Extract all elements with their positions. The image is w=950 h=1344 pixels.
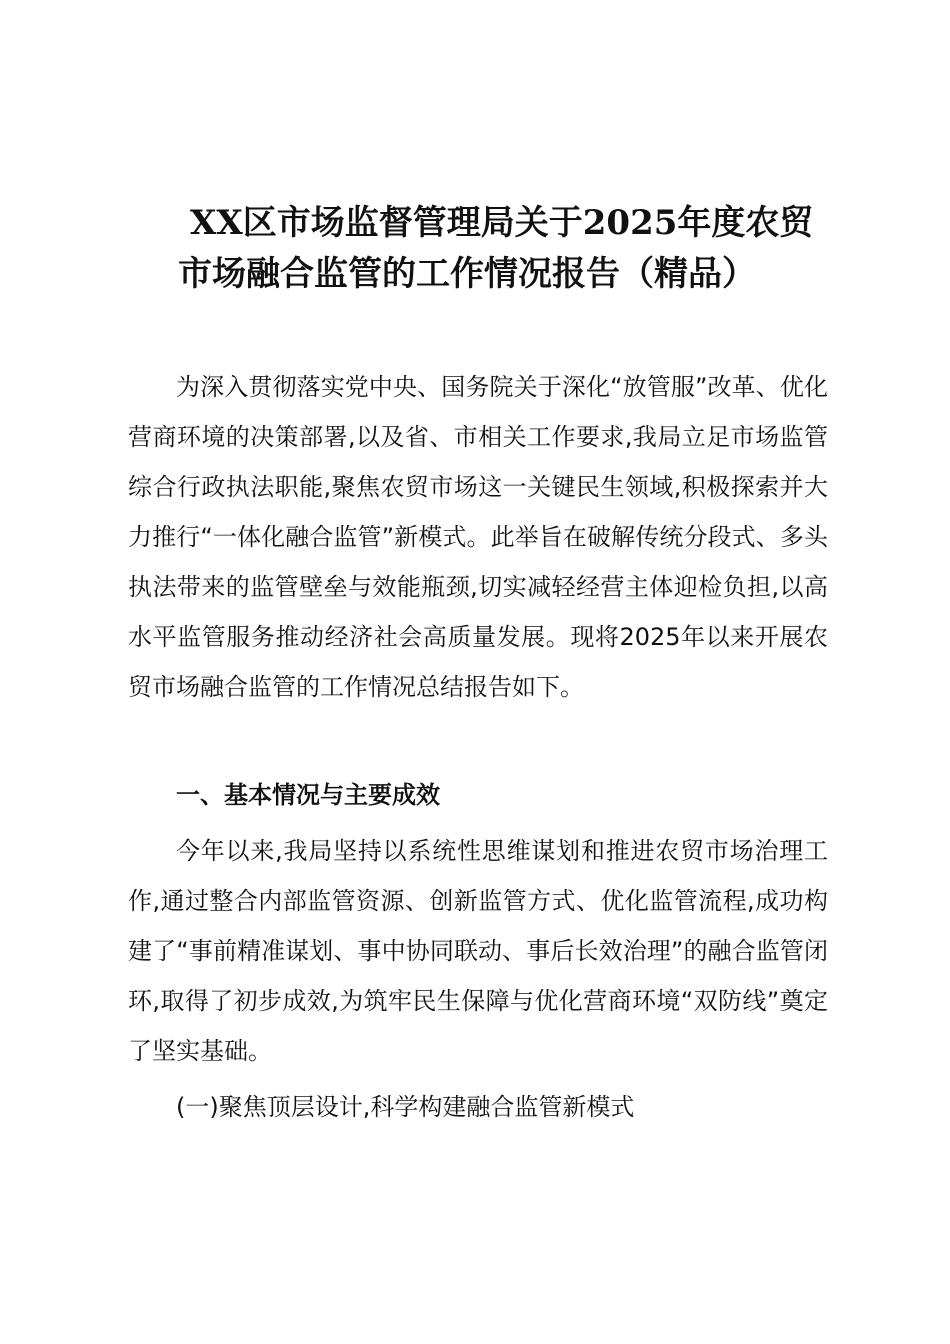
- section-1-paragraph: 今年以来,我局坚持以系统性思维谋划和推进农贸市场治理工作,通过整合内部监管资源、创新监管方式、优化监管流程,成功构建了“事前精准谋划、事中协同联动、事后长效治理”的融合监管闭环,取得了初步成效,为筑牢民生保障与优化营商环境“双防线”奠定了坚实基础。: [128, 837, 828, 1065]
- subsection-1-heading: (一)聚焦顶层设计,科学构建融合监管新模式: [176, 1093, 635, 1121]
- section-1-heading: 一、基本情况与主要成效: [176, 781, 440, 809]
- document-title: [128, 198, 828, 300]
- intro-paragraph: 为深入贯彻落实党中央、国务院关于深化“放管服”改革、优化营商环境的决策部署,以及省、市相关工作要求,我局立足市场监管综合行政执法职能,聚焦农贸市场这一关键民生领域,积极探索并大力推行“一体化融合监管”新模式。此举旨在破解传统分段式、多头执法带来的监管壁垒与效能瓶颈,切实减轻经营主体迎检负担,以高水平监管服务推动经济社会高质量发展。现将2025年以来开展农贸市场融合监管的工作情况总结报告如下。: [128, 373, 828, 701]
- title-line-1: XX区市场监督管理局关于2025年度农贸: [190, 203, 814, 243]
- title-line-2: 市场融合监管的工作情况报告（精品）: [178, 254, 756, 294]
